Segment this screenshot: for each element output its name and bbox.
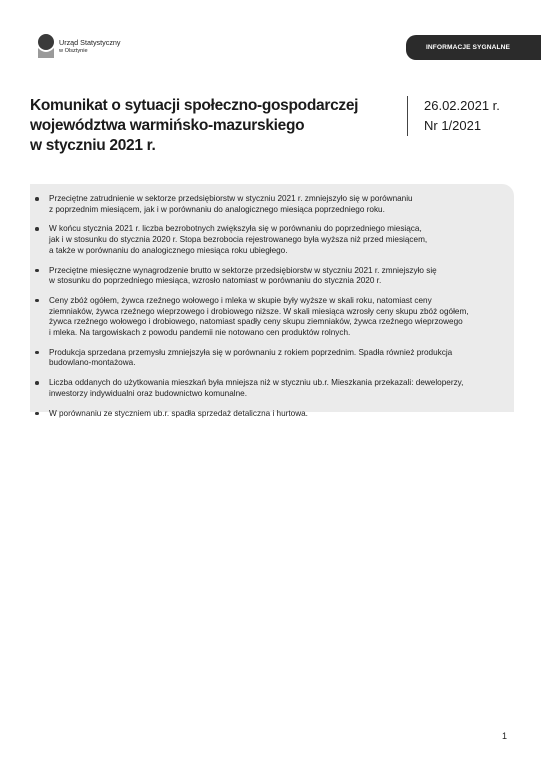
title-divider: [407, 96, 408, 136]
summary-bullet: [32, 378, 502, 399]
bullet-line: W porównaniu ze styczniem ub.r. spadła sprzedaż detaliczna i hurtowa.: [49, 408, 308, 418]
bullet-dot-icon: [35, 412, 39, 416]
bullet-line: inwestorzy indywidualni oraz budownictwo komunalne.: [49, 388, 247, 398]
summary-bullet: [32, 266, 502, 287]
bullet-line: Liczba oddanych do użytkowania mieszkań była mniejsza niż w styczniu ub.r. Mieszkania przekazali: deweloperzy,: [49, 378, 464, 388]
publication-number: Nr 1/2021: [424, 118, 482, 133]
title-line3: w styczniu 2021 r.: [30, 137, 156, 154]
summary-bullet: [32, 409, 502, 420]
bullet-dot-icon: [35, 299, 39, 303]
bullet-dot-icon: [35, 269, 39, 273]
bullet-line: jak i w stosunku do stycznia 2020 r. Stopa bezrobocia rejestrowanego była wyższa niż przed miesiącem,: [49, 235, 428, 245]
bullet-line: z poprzednim miesiącem, jak i w porównaniu do analogicznego miesiąca poprzedniego roku.: [49, 204, 385, 214]
summary-bullet: [32, 296, 502, 339]
publication-type-tag: INFORMACJE SYGNALNE: [406, 35, 541, 60]
summary-bullet: [32, 348, 502, 369]
bullet-line: i mleka. Na targowiskach z powodu pandemii nie notowano cen produktów rolnych.: [49, 328, 351, 338]
bullet-dot-icon: [35, 381, 39, 385]
bullet-dot-icon: [35, 197, 39, 201]
summary-list: [32, 194, 502, 419]
publication-meta: [424, 96, 500, 136]
bullet-line: ziemniaków, żywca rzeźnego wieprzowego i drobiowego niższe. W skali miesiąca wzrosły ceny skupu zbóż ogółem,: [49, 306, 469, 316]
bullet-dot-icon: [35, 227, 39, 231]
bullet-line: a także w porównaniu do analogicznego miesiąca roku ubiegłego.: [49, 245, 288, 255]
logo-line2: w Olsztynie: [59, 48, 88, 55]
bullet-line: budowlano-montażowa.: [49, 358, 136, 368]
bullet-line: Przeciętne miesięczne wynagrodzenie brutto w sektorze przedsiębiorstw w styczniu 2021 r. zmniejszyło się: [49, 265, 437, 275]
bullet-line: Ceny zbóż ogółem, żywca rzeźnego wołowego i mleka w skupie były wyższe w skali roku, natomiast ceny: [49, 295, 432, 305]
bullet-line: w stosunku do poprzedniego miesiąca, wzrosło natomiast w porównaniu do stycznia 2020 r.: [49, 276, 382, 286]
bullet-line: żywca rzeźnego wołowego i drobiowego, natomiast spadły ceny skupu ziemniaków, żywca rzeźnego wieprzowego: [49, 317, 463, 327]
bullet-line: W końcu stycznia 2021 r. liczba bezrobotnych zwiększyła się w porównaniu do poprzedniego miesiąca,: [49, 224, 422, 234]
summary-bullet: [32, 194, 502, 215]
bullet-line: Przeciętne zatrudnienie w sektorze przedsiębiorstw w styczniu 2021 r. zmniejszyło się w porównaniu: [49, 194, 413, 203]
office-logo: [36, 34, 156, 64]
logo-icon: [36, 34, 56, 58]
logo-text: [59, 39, 121, 56]
bullet-line: Produkcja sprzedana przemysłu zmniejszyła się w porównaniu z rokiem poprzednim. Spadła również produkcja: [49, 347, 453, 357]
summary-box: [30, 184, 514, 418]
title-line1: Komunikat o sytuacji społeczno-gospodarczej: [30, 97, 359, 114]
logo-line1: Urząd Statystyczny: [59, 38, 121, 47]
summary-bullet: [32, 224, 502, 256]
page-number: 1: [502, 731, 508, 741]
page-title: [30, 96, 375, 156]
bullet-dot-icon: [35, 351, 39, 355]
publication-date: 26.02.2021 r.: [424, 98, 500, 113]
title-line2: województwa warmińsko-mazurskiego: [30, 117, 305, 134]
